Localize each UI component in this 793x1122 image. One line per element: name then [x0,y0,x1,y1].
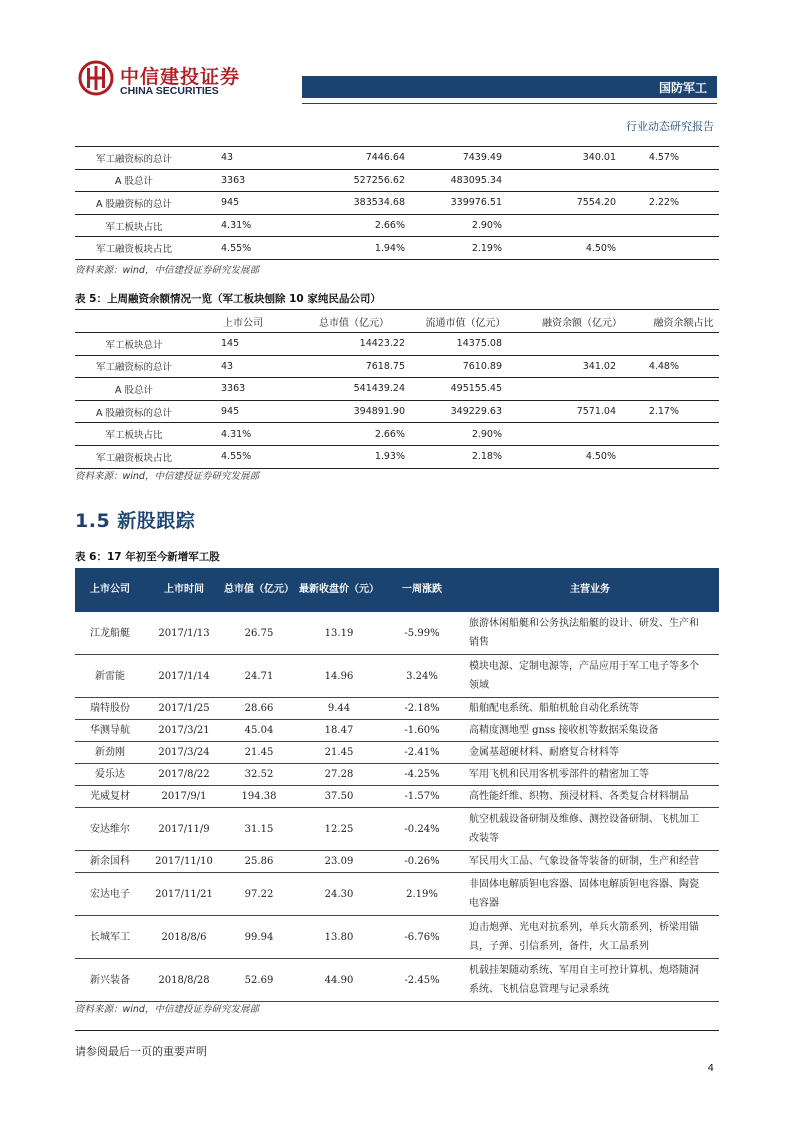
table-cell: A 股融资标的总计 [75,192,193,215]
table-cell: 新雷能 [75,655,145,698]
table-cell: 2017/11/10 [145,851,223,873]
table-cell: 2.17% [648,400,719,423]
table-cell: A 股融资标的总计 [75,400,193,423]
table-cell: 945 [193,192,293,215]
table-cell [648,445,719,468]
table-cell: 2.66% [293,214,415,237]
table-row [75,423,719,446]
table-cell: 14423.22 [293,333,415,356]
table-cell: 28.66 [223,698,295,720]
table-header-cell: 总市值（亿元） [293,310,415,333]
table-cell: 4.55% [193,445,293,468]
table-row [75,764,719,786]
table-cell [516,378,648,401]
table-row [75,873,719,916]
business-line: 旅游休闲船艇和公务执法船艇的设计、研发、生产和 [469,618,699,629]
table-cell: -6.76% [383,916,461,959]
table-cell: 7446.64 [293,147,415,170]
table-cell [648,237,719,260]
table-cell: -2.18% [383,698,461,720]
table-cell: 541439.24 [293,378,415,401]
business-line: 领域 [469,680,489,691]
table-cell: 14.96 [295,655,383,698]
table-cell: -0.24% [383,808,461,851]
table-cell: 24.71 [223,655,295,698]
table-cell: 新劲刚 [75,742,145,764]
table-header-cell: 融资余额占比 [648,310,719,333]
table-row [75,237,719,260]
table-cell [648,333,719,356]
table-cell: 14375.08 [415,333,516,356]
table-cell: 4.31% [193,423,293,446]
table-row [75,378,719,401]
table-cell: 383534.68 [293,192,415,215]
table-cell: 2.22% [648,192,719,215]
table-header-cell: 上市公司 [193,310,293,333]
table-cell [516,214,648,237]
table-cell: 25.86 [223,851,295,873]
table-cell: 194.38 [223,786,295,808]
table-cell: 2017/11/21 [145,873,223,916]
table-cell: 7571.04 [516,400,648,423]
table5 [75,309,719,469]
table-row [75,786,719,808]
table-cell: 1.94% [293,237,415,260]
table-cell: 军工板块占比 [75,214,193,237]
table-row [75,445,719,468]
business-line: 金属基超硬材料、耐磨复合材料等 [469,747,619,758]
table-cell: 31.15 [223,808,295,851]
table-cell: 4.48% [648,355,719,378]
table-cell: 2.18% [415,445,516,468]
company-logo [78,60,258,100]
table-cell: 新余国科 [75,851,145,873]
table-cell: -4.25% [383,764,461,786]
business-cell [461,655,719,698]
table-cell: 2017/1/14 [145,655,223,698]
table-cell: 43 [193,147,293,170]
table-row [75,192,719,215]
table-cell: -2.41% [383,742,461,764]
table-cell: 长城军工 [75,916,145,959]
table-row [75,147,719,170]
table-cell: 44.90 [295,959,383,1002]
table-row [75,400,719,423]
table-cell: 军工融资板块占比 [75,445,193,468]
table4-source: 资料来源：wind，中信建投证券研究发展部 [75,265,259,276]
table-cell: 爱乐达 [75,764,145,786]
table-cell: 军工融资标的总计 [75,147,193,170]
business-line: 改装等 [469,833,499,844]
table-cell: -5.99% [383,612,461,655]
table-cell: -0.26% [383,851,461,873]
table-cell: 2.90% [415,214,516,237]
table-row [75,851,719,873]
table-cell: 3363 [193,169,293,192]
table5-source: 资料来源：wind，中信建投证券研究发展部 [75,471,259,482]
table-cell: 2017/11/9 [145,808,223,851]
table-cell: 4.57% [648,147,719,170]
table-cell: 4.31% [193,214,293,237]
table-cell: 99.94 [223,916,295,959]
table-cell: -1.60% [383,720,461,742]
table-cell [516,169,648,192]
table-row [75,214,719,237]
table-cell: 2017/3/21 [145,720,223,742]
business-line: 机载挂架随动系统、军用自主可控计算机、炮塔随洞 [469,965,699,976]
table-cell: 21.45 [295,742,383,764]
business-line: 迫击炮弹、光电对抗系列，单兵火箭系列，桥梁用锚 [469,922,699,933]
table-cell: 97.22 [223,873,295,916]
table5-caption: 表 5：上周融资余额情况一览（军工板块刨除 10 家纯民品公司） [75,293,381,305]
sector-label: 国防军工 [658,81,707,95]
table-cell: 4.50% [516,445,648,468]
table-cell: 7618.75 [293,355,415,378]
business-line: 军用飞机和民用客机零部件的精密加工等 [469,769,649,780]
table-cell: 32.52 [223,764,295,786]
table-header-cell: 流通市值（亿元） [415,310,516,333]
business-cell [461,764,719,786]
table-cell: 新兴装备 [75,959,145,1002]
business-line: 军民用火工品、气象设备等装备的研制，生产和经营 [469,856,699,867]
table-cell: 527256.62 [293,169,415,192]
business-line: 销售 [469,637,489,648]
table-header-cell [75,310,193,333]
table-cell: 7610.89 [415,355,516,378]
business-cell [461,742,719,764]
business-line: 系统、飞机信息管理与记录系统 [469,984,609,995]
business-cell [461,959,719,1002]
table-cell: 21.45 [223,742,295,764]
business-cell [461,916,719,959]
business-cell [461,612,719,655]
business-line: 船舶配电系统、船舶机舱自动化系统等 [469,703,639,714]
table-row [75,742,719,764]
table-cell [648,378,719,401]
table-cell: 2.19% [415,237,516,260]
table-cell: 2017/8/22 [145,764,223,786]
table-cell: -2.45% [383,959,461,1002]
table-cell: 瑞特股份 [75,698,145,720]
table-row [75,333,719,356]
table-cell: 339976.51 [415,192,516,215]
table-cell: 26.75 [223,612,295,655]
table-header-cell: 主营业务 [461,568,719,612]
business-cell [461,786,719,808]
table-cell [516,423,648,446]
table-cell: 945 [193,400,293,423]
table-cell [516,333,648,356]
table-cell: 2017/3/24 [145,742,223,764]
table-cell: 18.47 [295,720,383,742]
table-cell: 9.44 [295,698,383,720]
business-cell [461,698,719,720]
page-number: 4 [707,1063,714,1074]
table-cell: 2.66% [293,423,415,446]
business-line: 高精度测地型 gnss 接收机等数据采集设备 [469,725,659,736]
business-cell [461,808,719,851]
table6-source: 资料来源：wind，中信建投证券研究发展部 [75,1004,259,1015]
business-cell [461,873,719,916]
table-cell: 军工融资标的总计 [75,355,193,378]
table-cell: 349229.63 [415,400,516,423]
table-cell: 1.93% [293,445,415,468]
table-cell: 7554.20 [516,192,648,215]
citic-logo-icon [78,60,114,96]
table-cell: 安达维尔 [75,808,145,851]
table-cell: 2018/8/28 [145,959,223,1002]
business-cell [461,720,719,742]
table-cell: 2.19% [383,873,461,916]
table-cell: 2018/8/6 [145,916,223,959]
table-cell: 37.50 [295,786,383,808]
table-cell: 12.25 [295,808,383,851]
table-row [75,720,719,742]
table-header-cell: 融资余额（亿元） [516,310,648,333]
table-cell: 3.24% [383,655,461,698]
table-cell: 军工板块占比 [75,423,193,446]
table-cell: 4.55% [193,237,293,260]
section-title: 1.5 新股跟踪 [75,510,196,532]
table-cell: 495155.45 [415,378,516,401]
footer-divider [75,1030,719,1031]
business-cell [461,851,719,873]
table-cell [648,169,719,192]
table-row [75,808,719,851]
table-cell [648,214,719,237]
table-cell: 宏达电子 [75,873,145,916]
table-header-cell: 上市时间 [145,568,223,612]
table-cell: 2017/1/13 [145,612,223,655]
table-header-cell: 一周涨跌 [383,568,461,612]
table-cell: 23.09 [295,851,383,873]
table-cell: 2017/9/1 [145,786,223,808]
business-line: 非固体电解质钽电容器、固体电解质钽电容器、陶瓷 [469,879,699,890]
table-row [75,959,719,1002]
table-cell: 52.69 [223,959,295,1002]
table-cell: 483095.34 [415,169,516,192]
table-cell: 13.80 [295,916,383,959]
table-cell: 华测导航 [75,720,145,742]
table6-caption: 表 6：17 年初至今新增军工股 [75,551,220,563]
table-row [75,355,719,378]
table-cell: 4.50% [516,237,648,260]
table-cell: 45.04 [223,720,295,742]
business-line: 具，子弹、引信系列，备件，火工品系列 [469,941,649,952]
logo-english-name: CHINA SECURITIES [120,85,219,97]
report-type-label: 行业动态研究报告 [626,120,714,133]
business-line: 模块电源、定制电源等，产品应用于军工电子等多个 [469,661,699,672]
table-header-cell: 最新收盘价（元） [295,568,383,612]
table4-continued [75,146,719,260]
table-cell: 光威复材 [75,786,145,808]
header-divider [302,103,717,104]
table-cell: 24.30 [295,873,383,916]
table-cell: -1.57% [383,786,461,808]
table-cell: A 股总计 [75,378,193,401]
table-row [75,698,719,720]
table6 [75,568,719,1002]
table-cell: 341.02 [516,355,648,378]
table-cell: 军工融资板块占比 [75,237,193,260]
table-header-cell: 总市值（亿元） [223,568,295,612]
table-cell: 3363 [193,378,293,401]
table-row [75,169,719,192]
table-cell: 27.28 [295,764,383,786]
table-cell: 340.01 [516,147,648,170]
table-cell: 2.90% [415,423,516,446]
table-row [75,612,719,655]
table-cell: A 股总计 [75,169,193,192]
table-row [75,655,719,698]
table-cell: 43 [193,355,293,378]
sector-banner [302,76,717,98]
table-cell: 13.19 [295,612,383,655]
table-cell: 2017/1/25 [145,698,223,720]
table-cell: 394891.90 [293,400,415,423]
table-row [75,916,719,959]
table-header-cell: 上市公司 [75,568,145,612]
business-line: 电容器 [469,898,499,909]
footer-disclaimer: 请参阅最后一页的重要声明 [75,1045,207,1058]
table-cell [648,423,719,446]
table-cell: 军工板块总计 [75,333,193,356]
table-cell: 江龙船艇 [75,612,145,655]
table-cell: 145 [193,333,293,356]
business-line: 高性能纤维、织物、预浸材料、各类复合材料制品 [469,791,689,802]
table-cell: 7439.49 [415,147,516,170]
business-line: 航空机载设备研制及维修、测控设备研制、飞机加工 [469,814,699,825]
logo-chinese-name: 中信建投证券 [120,66,241,88]
